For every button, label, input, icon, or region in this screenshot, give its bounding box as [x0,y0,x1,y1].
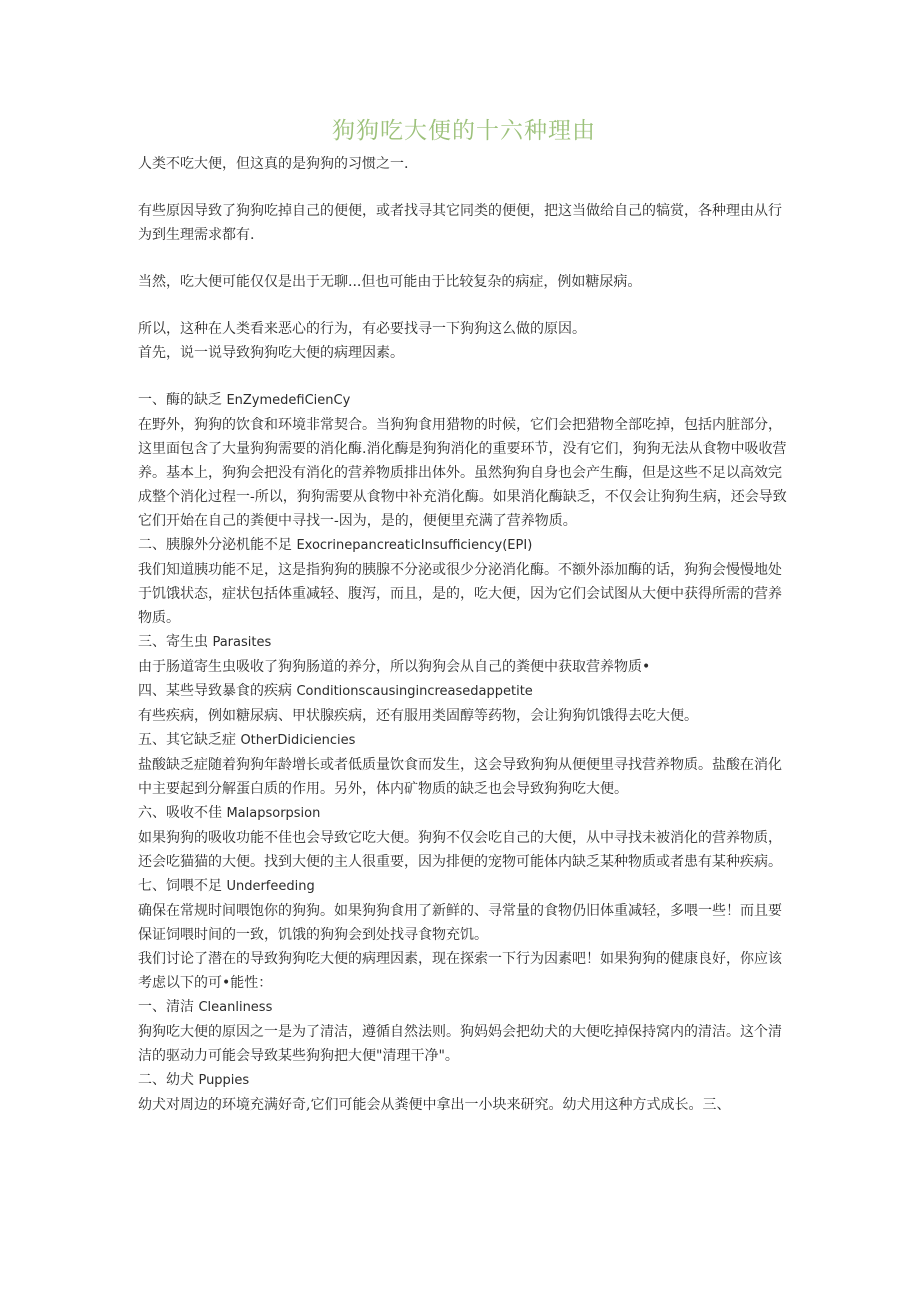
section-malabsorption [138,801,790,874]
section-other-deficiencies [138,728,790,801]
document-body [138,116,790,1117]
section-heading: 一、清洁 Cleanliness [138,999,273,1015]
section-epi [138,533,790,630]
section-body: 如果狗狗的吸收功能不佳也会导致它吃大便。狗狗不仅会吃自己的大便，从中寻找未被消化的营养物质，还会吃猫猫的大便。找到大便的主人很重要，因为排便的宠物可能体内缺乏某种物质或者患有某种疾病。 [138,830,782,870]
document-title: 狗狗吃大便的十六种理由 [332,118,596,144]
section-puppies [138,1068,790,1117]
section-body: 在野外，狗狗的饮食和环境非常契合。当狗狗食用猎物的时候，它们会把猎物全部吃掉，包括内脏部分，这里面包含了大量狗狗需要的消化酶.消化酶是狗狗消化的重要环节，没有它们，狗狗无法从食物中吸收营养。基本上，狗狗会把没有消化的营养物质排出体外。虽然狗狗自身也会产生酶，但是这些不足以高效完成整个消化过程一-所以，狗狗需要从食物中补充消化酶。如果消化酶缺乏，不仅会让狗狗生病，还会导致它们开始在自己的粪便中寻找一-因为，是的，便便里充满了营养物质。 [138,417,787,529]
section-heading: 二、胰腺外分泌机能不足 ExocrinepancreaticInsufficiency(EPI) [138,537,533,553]
intro-paragraph-4: 所以，这种在人类看来恶心的行为，有必要找寻一下狗狗这么做的原因。 [138,321,586,337]
intro-paragraph-1: 人类不吃大便，但这真的是狗狗的习惯之一. [138,156,409,172]
section-heading: 七、饲喂不足 Underfeeding [138,878,315,894]
section-appetite [138,679,790,728]
section-heading: 一、酶的缺乏 EnZymedefiCienCy [138,392,351,408]
section-heading: 五、其它缺乏症 OtherDidiciencies [138,732,356,748]
section-heading: 四、某些导致暴食的疾病 Conditionscausingincreasedappetite [138,683,533,699]
section-body: 盐酸缺乏症随着狗狗年龄增长或者低质量饮食而发生，这会导致狗狗从便便里寻找营养物质。盐酸在消化中主要起到分解蛋白质的作用。另外，体内矿物质的缺乏也会导致狗狗吃大便。 [138,757,782,797]
section-heading: 三、寄生虫 Parasites [138,634,272,650]
section-body: 幼犬对周边的环境充满好奇,它们可能会从粪便中拿出一小块来研究。幼犬用这种方式成长。三、 [138,1097,731,1113]
section-underfeeding [138,874,790,947]
section-body: 狗狗吃大便的原因之一是为了清洁，遵循自然法则。狗妈妈会把幼犬的大便吃掉保持窝内的清洁。这个清洁的驱动力可能会导致某些狗狗把大便"清理干净"。 [138,1024,782,1064]
section-parasites [138,630,790,679]
section-enzyme [138,388,790,533]
behavior-transition: 我们讨论了潜在的导致狗狗吃大便的病理因素，现在探索一下行为因素吧！如果狗狗的健康良好，你应该考虑以下的可•能性： [138,951,782,991]
section-body: 由于肠道寄生虫吸收了狗狗肠道的养分，所以狗狗会从自己的粪便中获取营养物质• [138,659,651,675]
section-body: 有些疾病，例如糖尿病、甲状腺疾病，还有服用类固醇等药物，会让狗狗饥饿得去吃大便。 [138,708,698,724]
section-heading: 二、幼犬 Puppies [138,1072,250,1088]
section-cleanliness [138,995,790,1068]
intro-paragraph-5: 首先，说一说导致狗狗吃大便的病理因素。 [138,345,404,361]
section-body: 我们知道胰功能不足，这是指狗狗的胰腺不分泌或很少分泌消化酶。不额外添加酶的话，狗狗会慢慢地处于饥饿状态，症状包括体重减轻、腹泻，而且，是的，吃大便，因为它们会试图从大便中获得所需的营养物质。 [138,562,782,626]
section-body: 确保在常规时间喂饱你的狗狗。如果狗狗食用了新鲜的、寻常量的食物仍旧体重减轻，多喂一些！而且要保证饲喂时间的一致，饥饿的狗狗会到处找寻食物充饥。 [138,903,782,943]
intro-paragraph-3: 当然，吃大便可能仅仅是出于无聊...但也可能由于比较复杂的病症，例如糖尿病。 [138,274,642,290]
intro-paragraph-2: 有些原因导致了狗狗吃掉自己的便便，或者找寻其它同类的便便，把这当做给自己的犒赏，各种理由从行为到生理需求都有. [138,203,782,243]
section-heading: 六、吸收不佳 Malapsorpsion [138,805,321,821]
